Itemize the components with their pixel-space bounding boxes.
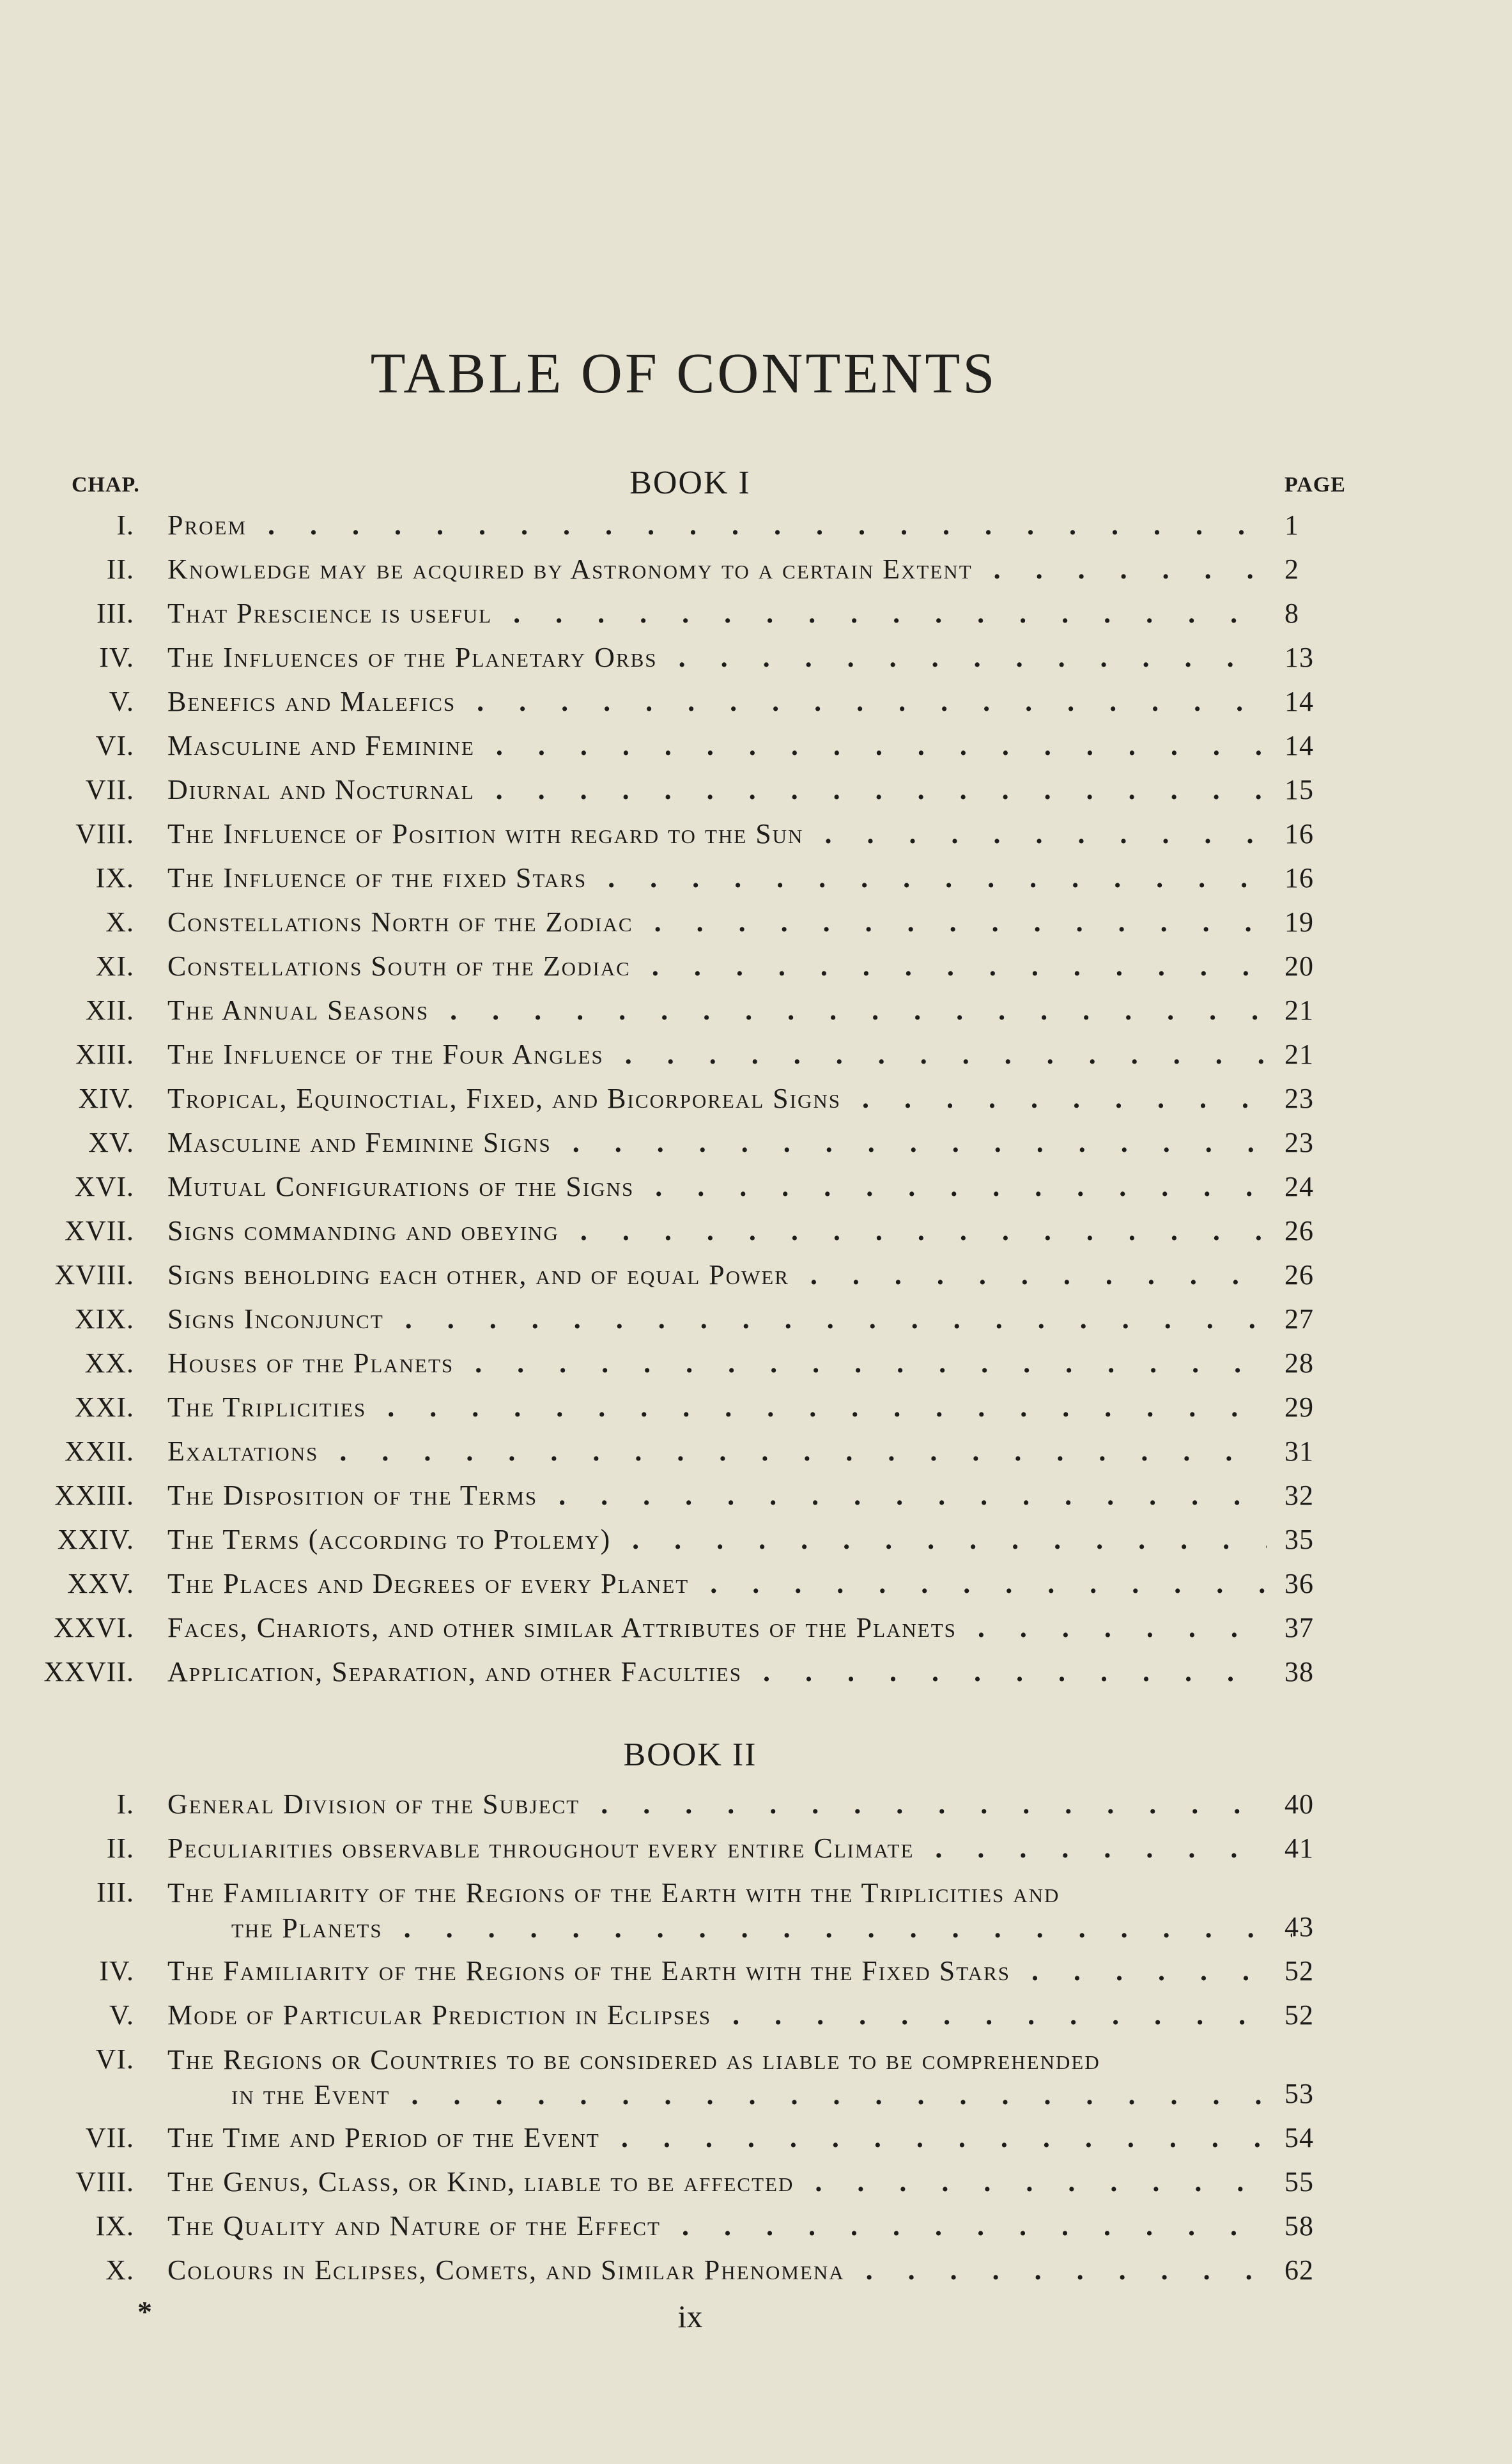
toc-entry	[0, 1120, 1512, 1165]
chapter-title-text: Knowledge may be acquired by Astronomy to a certain Extent	[167, 554, 973, 585]
page-title: TABLE OF CONTENTS	[370, 342, 998, 405]
chapter-page-number: 53	[1284, 2078, 1314, 2109]
toc-entry	[0, 988, 1512, 1032]
chapter-number: 9. IX.	[95, 2210, 134, 2242]
toc-entry	[0, 679, 1512, 724]
toc-entry	[0, 944, 1512, 988]
chapter-title-text: The Annual Seasons	[167, 995, 429, 1026]
chapter-title-text: The Familiarity of the Regions of the Earth with the Triplicities and	[167, 1877, 1060, 1909]
chapter-page-number: 58	[1284, 2210, 1314, 2242]
chapter-page-number: 27	[1284, 1303, 1314, 1335]
chapter-page-number: 38	[1284, 1656, 1314, 1687]
toc-entry	[0, 1385, 1512, 1429]
chapter-title-text: Application, Separation, and other Faculties	[167, 1656, 742, 1687]
chapter-number: 25. XXV.	[67, 1568, 134, 1599]
chapter-title	[167, 1297, 1267, 1341]
toc-entry	[0, 2248, 1512, 2292]
chapter-page-number: 29	[1284, 1391, 1314, 1423]
chapter-title-text: Constellations South of the Zodiac	[167, 950, 631, 982]
chapter-title-text: Benefics and Malefics	[167, 686, 456, 717]
chapter-title	[167, 2204, 1267, 2248]
chapter-number: 8. VIII.	[75, 818, 134, 849]
chapter-title	[167, 1826, 1267, 1870]
chapter-number: 5. V.	[109, 686, 134, 717]
chapter-number: 9. IX.	[95, 862, 134, 894]
chapter-page-number: 14	[1284, 686, 1314, 717]
chapter-number: 6. VI.	[95, 730, 134, 761]
chapter-title	[167, 900, 1267, 944]
chapter-title-text: The Quality and Nature of the Effect	[167, 2210, 661, 2242]
chapter-number: 13. XIII.	[75, 1039, 134, 1070]
chapter-title	[167, 1949, 1267, 1993]
toc-entry	[0, 1517, 1512, 1561]
toc-entry	[0, 768, 1512, 812]
chapter-page-number: 15	[1284, 774, 1314, 805]
chapter-number: 7. VII.	[85, 774, 134, 805]
toc-entry	[0, 2160, 1512, 2204]
chapter-page-number: 52	[1284, 1999, 1314, 2031]
chapter-title-text: Mode of Particular Prediction in Eclipses	[167, 1999, 712, 2031]
chapter-title-text: The Time and Period of the Event	[167, 2122, 600, 2153]
chapter-number: 17. XVII.	[65, 1215, 134, 1246]
chapter-title-text: Colours in Eclipses, Comets, and Similar Phenomena	[167, 2254, 845, 2286]
chapter-number: 18. XVIII.	[54, 1259, 134, 1290]
chapter-page-number: 35	[1284, 1524, 1314, 1555]
chapter-page-number: 2	[1284, 554, 1299, 585]
chapter-title	[167, 1076, 1267, 1120]
chapter-page-number: 31	[1284, 1436, 1314, 1467]
book-1-chapter-list	[0, 503, 1512, 1694]
chapter-title	[167, 1253, 1267, 1297]
chapter-number: 8. VIII.	[75, 2166, 134, 2197]
chapter-title	[167, 1517, 1267, 1561]
chapter-title	[167, 1606, 1267, 1650]
toc-entry	[0, 1473, 1512, 1517]
chapter-title	[167, 988, 1267, 1032]
chapter-title-text: Signs commanding and obeying	[167, 1215, 559, 1246]
chapter-title-text: Peculiarities observable throughout every entire Climate	[167, 1833, 914, 1864]
chapter-page-number: 19	[1284, 906, 1314, 938]
chapter-title-text: Exaltations	[167, 1436, 319, 1467]
chapter-page-number: 14	[1284, 730, 1314, 761]
toc-entry	[0, 591, 1512, 635]
chapter-title-text: Houses of the Planets	[167, 1347, 454, 1379]
chapter-title-text: The Influences of the Planetary Orbs	[167, 642, 658, 673]
chapter-number: 21. XXI.	[74, 1391, 134, 1423]
chapter-number: 20. XX.	[84, 1347, 134, 1379]
chapter-page-number: 55	[1284, 2166, 1314, 2197]
chapter-number: 2. II.	[106, 1833, 134, 1864]
chapter-page-number: 23	[1284, 1083, 1314, 1114]
chapter-number: 10. X.	[105, 906, 134, 938]
chapter-title-text: Signs beholding each other, and of equal Power	[167, 1259, 789, 1290]
page-folio: ix	[677, 2298, 703, 2334]
chapter-number: 15. XV.	[88, 1127, 134, 1158]
toc-entry	[0, 547, 1512, 591]
chapter-title-text: General Division of the Subject	[167, 1788, 580, 1820]
chapter-page-number: 21	[1284, 1039, 1314, 1070]
book-2-chapter-list	[0, 1782, 1512, 2292]
chapter-page-number: 20	[1284, 950, 1314, 982]
chapter-page-number: 52	[1284, 1955, 1314, 1987]
chapter-title-text: Tropical, Equinoctial, Fixed, and Bicorporeal Signs	[167, 1083, 841, 1114]
chapter-title	[167, 944, 1267, 988]
chapter-number: 2. II.	[106, 554, 134, 585]
chapter-number: 26. XXVI.	[54, 1612, 134, 1643]
chapter-number: 23. XXIII.	[54, 1480, 134, 1511]
chapter-title-text: Proem	[167, 509, 247, 541]
chapter-number: 1. I.	[116, 509, 134, 541]
chapter-page-number: 62	[1284, 2254, 1314, 2286]
chapter-title	[167, 1120, 1267, 1165]
toc-entry	[0, 1165, 1512, 1209]
chapter-number: 27. XXVII.	[43, 1656, 134, 1687]
chapter-title	[167, 1032, 1267, 1076]
chapter-title-text: Mutual Configurations of the Signs	[167, 1171, 635, 1202]
toc-entry	[0, 1297, 1512, 1341]
chapter-page-number: 43	[1284, 1911, 1314, 1942]
chapter-title	[167, 1650, 1267, 1694]
page-column-heading: PAGE	[1284, 473, 1346, 497]
chapter-title-text: The Influence of the Four Angles	[167, 1039, 604, 1070]
toc-entry	[0, 635, 1512, 679]
toc-entry	[0, 1993, 1512, 2037]
chapter-title	[167, 1993, 1267, 2037]
chapter-title-text: The Influence of the fixed Stars	[167, 862, 587, 894]
chapter-title-text: The Familiarity of the Regions of the Earth with the Fixed Stars	[167, 1955, 1010, 1987]
chapter-page-number: 37	[1284, 1612, 1314, 1643]
toc-entry	[0, 2204, 1512, 2248]
chapter-title	[167, 1165, 1267, 1209]
signature-mark: *	[137, 2295, 152, 2328]
chapter-title	[167, 812, 1267, 856]
chapter-number: 4. IV.	[99, 1955, 134, 1987]
toc-entry	[0, 1209, 1512, 1253]
chapter-number: 16. XVI.	[74, 1171, 134, 1202]
chapter-title	[167, 2116, 1267, 2160]
chapter-title	[167, 724, 1267, 768]
chapter-number: 6. VI.	[95, 2043, 134, 2075]
chapter-title	[167, 2042, 1292, 2112]
chapter-number: 12. XII.	[85, 995, 134, 1026]
chapter-page-number: 36	[1284, 1568, 1314, 1599]
chapter-title	[167, 547, 1267, 591]
chapter-title	[167, 1561, 1267, 1606]
chapter-title-text: The Regions or Countries to be considered as liable to be comprehended	[167, 2044, 1100, 2075]
toc-entry	[0, 1253, 1512, 1297]
chapter-title-text: Signs Inconjunct	[167, 1303, 384, 1335]
chapter-page-number: 1	[1284, 509, 1299, 541]
chapter-page-number: 32	[1284, 1480, 1314, 1511]
chapter-page-number: 21	[1284, 995, 1314, 1026]
toc-entry	[0, 1076, 1512, 1120]
chap-column-heading: CHAP.	[72, 473, 140, 497]
chapter-page-number: 26	[1284, 1215, 1314, 1246]
chapter-title	[167, 591, 1267, 635]
toc-entry	[0, 1561, 1512, 1606]
toc-entry	[0, 1341, 1512, 1385]
toc-entry	[0, 812, 1512, 856]
chapter-title	[167, 679, 1267, 724]
book-2-title: BOOK II	[623, 1737, 757, 1773]
chapter-title	[167, 2248, 1267, 2292]
chapter-title	[167, 503, 1267, 547]
chapter-title-text: Constellations North of the Zodiac	[167, 906, 633, 938]
chapter-number: 14. XIV.	[78, 1083, 134, 1114]
chapter-number: 19. XIX.	[74, 1303, 134, 1335]
chapter-number: 4. IV.	[99, 642, 134, 673]
chapter-title	[167, 768, 1267, 812]
toc-entry	[0, 1606, 1512, 1650]
chapter-page-number: 23	[1284, 1127, 1314, 1158]
chapter-page-number: 26	[1284, 1259, 1314, 1290]
chapter-title	[167, 1429, 1267, 1473]
chapter-page-number: 24	[1284, 1171, 1314, 1202]
chapter-title	[167, 635, 1267, 679]
chapter-title-text: The Disposition of the Terms	[167, 1480, 538, 1511]
chapter-title-continuation: in the Event . . .	[167, 2077, 1292, 2112]
chapter-title	[167, 2160, 1267, 2204]
chapter-title-text: Diurnal and Nocturnal	[167, 774, 475, 805]
chapter-page-number: 13	[1284, 642, 1314, 673]
chapter-page-number: 16	[1284, 862, 1314, 894]
chapter-number: 11. XI.	[95, 950, 134, 982]
toc-entry	[0, 2116, 1512, 2160]
chapter-number: 3. III.	[96, 598, 134, 629]
chapter-number: 3. III.	[96, 1877, 134, 1908]
chapter-title-text: The Genus, Class, or Kind, liable to be affected	[167, 2166, 794, 2197]
toc-entry	[0, 1782, 1512, 1826]
chapter-page-number: 40	[1284, 1788, 1314, 1820]
chapter-title-text: Masculine and Feminine Signs	[167, 1127, 552, 1158]
chapter-number: 7. VII.	[85, 2122, 134, 2153]
chapter-page-number: 8	[1284, 598, 1299, 629]
chapter-title-text: Masculine and Feminine	[167, 730, 475, 761]
toc-entry	[0, 1650, 1512, 1694]
chapter-title	[167, 1341, 1267, 1385]
chapter-title	[167, 1385, 1267, 1429]
chapter-title-text: The Triplicities	[167, 1391, 367, 1423]
toc-entry	[0, 503, 1512, 547]
toc-entry	[0, 1429, 1512, 1473]
chapter-title-continuation: the Planets . . .	[167, 1910, 1292, 1946]
chapter-title-text: The Influence of Position with regard to the Sun	[167, 818, 804, 849]
toc-entry	[0, 1870, 1512, 1949]
chapter-number: 5. V.	[109, 1999, 134, 2031]
chapter-title	[167, 1209, 1267, 1253]
toc-entry	[0, 900, 1512, 944]
toc-entry	[0, 1949, 1512, 1993]
toc-entry	[0, 1826, 1512, 1870]
chapter-number: 22. XXII.	[65, 1436, 134, 1467]
chapter-title	[167, 856, 1267, 900]
chapter-page-number: 16	[1284, 818, 1314, 849]
chapter-title-text: The Terms (according to Ptolemy)	[167, 1524, 612, 1555]
chapter-title-text: Faces, Chariots, and other similar Attributes of the Planets	[167, 1612, 957, 1643]
chapter-page-number: 41	[1284, 1833, 1314, 1864]
chapter-title	[167, 1782, 1267, 1826]
chapter-page-number: 54	[1284, 2122, 1314, 2153]
chapter-title	[167, 1875, 1292, 1946]
toc-entry	[0, 2037, 1512, 2116]
chapter-title-text: The Places and Degrees of every Planet	[167, 1568, 690, 1599]
chapter-number: 24. XXIV.	[57, 1524, 134, 1555]
chapter-title	[167, 1473, 1267, 1517]
chapter-page-number: 28	[1284, 1347, 1314, 1379]
toc-entry	[0, 724, 1512, 768]
chapter-title-text: That Prescience is useful	[167, 598, 493, 629]
book-1-title: BOOK I	[629, 465, 751, 501]
chapter-number: 1. I.	[116, 1788, 134, 1820]
chapter-number: 10. X.	[105, 2254, 134, 2286]
toc-entry	[0, 856, 1512, 900]
toc-entry	[0, 1032, 1512, 1076]
